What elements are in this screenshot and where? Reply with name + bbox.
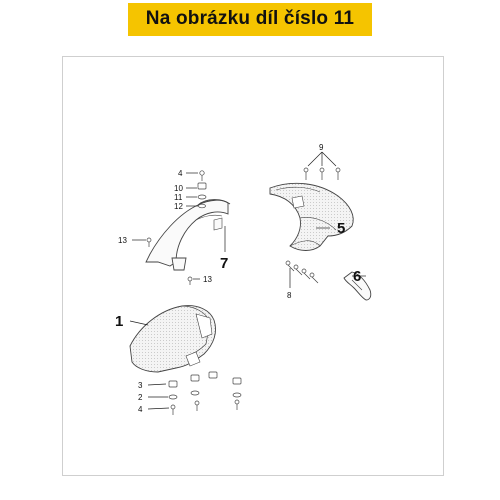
- callout-4-upper: 4: [178, 169, 183, 178]
- mudguard-part-1: [130, 306, 216, 372]
- nut-icon: [191, 375, 199, 381]
- callout-1: 1: [115, 313, 124, 330]
- nut-icon: [209, 372, 217, 378]
- screw-icon: [310, 273, 318, 283]
- callout-labels: [115, 143, 361, 414]
- callout-6: 6: [353, 268, 362, 285]
- screw-icon: [336, 168, 340, 180]
- callout-11: 11: [174, 193, 183, 202]
- screw-icon: [188, 277, 192, 285]
- callout-4-lower: 4: [138, 405, 143, 414]
- page-title: Na obrázku díl číslo 11: [128, 3, 372, 36]
- screw-icon: [147, 238, 151, 247]
- washer-icon: [191, 391, 199, 395]
- callout-5: 5: [337, 220, 346, 237]
- callout-13-left: 13: [118, 236, 127, 245]
- screw-icon: [304, 168, 308, 180]
- washer-icon: [198, 195, 206, 199]
- callout-9: 9: [319, 143, 324, 152]
- screw-icon: [171, 405, 175, 415]
- callout-3: 3: [138, 381, 143, 390]
- nut-icon: [169, 381, 177, 387]
- nut-icon: [233, 378, 241, 384]
- screw-icon: [320, 168, 324, 180]
- fairing-part-5: [270, 183, 353, 250]
- screw-icon: [200, 171, 204, 181]
- screw-icon: [195, 401, 199, 411]
- screw-icon: [235, 400, 239, 410]
- callout-12: 12: [174, 202, 183, 211]
- callout-8: 8: [287, 291, 292, 300]
- callout-7: 7: [220, 255, 229, 272]
- fender-part-7: [146, 200, 230, 270]
- callout-2: 2: [138, 393, 143, 402]
- callout-13-lower: 13: [203, 275, 212, 284]
- nut-icon: [198, 183, 206, 189]
- washer-icon: [233, 393, 241, 397]
- washer-icon: [199, 204, 206, 208]
- callout-10: 10: [174, 184, 183, 193]
- screw-icon: [302, 269, 310, 279]
- screw-icon: [294, 265, 302, 275]
- washer-icon: [169, 395, 177, 399]
